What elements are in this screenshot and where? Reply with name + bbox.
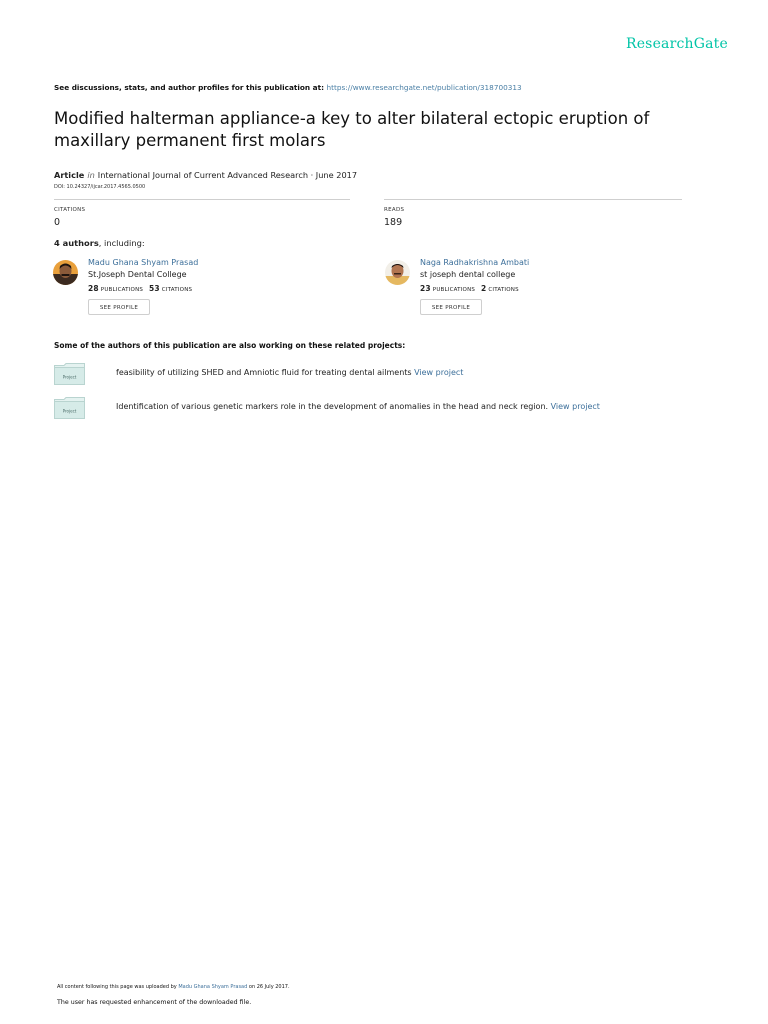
publication-type: Article xyxy=(54,170,85,180)
citations-count: 53 xyxy=(148,284,160,293)
citations-count: 2 xyxy=(480,284,487,293)
enhancement-note: The user has requested enhancement of the downloaded file. xyxy=(57,999,252,1006)
upload-prefix: All content following this page was uploaded by xyxy=(57,984,179,990)
researchgate-logo[interactable]: ResearchGate xyxy=(625,36,728,52)
project-description xyxy=(116,402,600,411)
author-avatar[interactable] xyxy=(385,260,410,285)
project-icon-label: Project xyxy=(62,374,77,380)
project-title: Identification of various genetic markers role in the development of anomalies in the head and neck region. xyxy=(116,402,551,411)
view-project-link[interactable]: View project xyxy=(550,402,600,411)
author-institution: St.Joseph Dental College xyxy=(88,270,187,279)
author-card xyxy=(385,258,685,320)
citations-label: CITATIONS xyxy=(161,287,193,293)
project-item xyxy=(54,397,714,421)
doi: DOI: 10.24327/ijcar.2017.4565.0500 xyxy=(54,184,146,190)
author-name-link[interactable]: Naga Radhakrishna Ambati xyxy=(420,258,530,267)
publications-count: 23 xyxy=(420,284,431,293)
reads-value: 189 xyxy=(384,217,403,228)
citations-label: CITATIONS xyxy=(488,287,519,293)
publications-count: 28 xyxy=(88,284,99,293)
author-stats xyxy=(420,284,519,293)
author-card xyxy=(53,258,353,320)
project-description xyxy=(116,368,463,377)
project-icon-label: Project xyxy=(62,408,77,414)
project-folder-icon xyxy=(54,397,85,419)
meta-in: in xyxy=(87,170,95,180)
authors-count: 4 authors xyxy=(54,238,99,248)
authors-heading xyxy=(54,238,145,248)
project-folder-icon xyxy=(54,363,85,385)
see-profile-button[interactable]: SEE PROFILE xyxy=(88,299,150,315)
uploader-link[interactable]: Madu Ghana Shyam Prasad xyxy=(178,984,248,990)
upload-suffix: on 26 July 2017. xyxy=(247,984,290,990)
publication-title: Modified halterman appliance-a key to alter bilateral ectopic eruption of maxillary permanent first molars xyxy=(54,109,650,150)
divider-reads xyxy=(384,199,682,200)
author-institution: st joseph dental college xyxy=(420,270,516,279)
citations-value: 0 xyxy=(54,217,61,228)
publication-url-link[interactable]: https://www.researchgate.net/publication/318700313 xyxy=(326,83,522,92)
publication-meta xyxy=(54,170,357,180)
author-avatar[interactable] xyxy=(53,260,78,285)
view-project-link[interactable]: View project xyxy=(414,368,464,377)
project-title: feasibility of utilizing SHED and Amniotic fluid for treating dental ailments xyxy=(116,368,415,377)
divider-citations xyxy=(54,199,350,200)
see-profile-button[interactable]: SEE PROFILE xyxy=(420,299,482,315)
reads-label: READS xyxy=(384,207,405,213)
authors-suffix: , including: xyxy=(98,238,145,248)
author-name-link[interactable]: Madu Ghana Shyam Prasad xyxy=(88,258,199,267)
journal-name: International Journal of Current Advanced Research · June 2017 xyxy=(97,170,358,180)
author-stats xyxy=(88,284,192,293)
discussion-prefix: See discussions, stats, and author profiles for this publication at: xyxy=(54,83,327,92)
citations-label: CITATIONS xyxy=(54,207,86,213)
discussion-line xyxy=(54,83,522,92)
publications-label: PUBLICATIONS xyxy=(100,287,144,293)
upload-note xyxy=(57,984,290,990)
related-projects-heading: Some of the authors of this publication are also working on these related projects: xyxy=(54,341,406,350)
project-item xyxy=(54,363,714,387)
publications-label: PUBLICATIONS xyxy=(432,287,476,293)
